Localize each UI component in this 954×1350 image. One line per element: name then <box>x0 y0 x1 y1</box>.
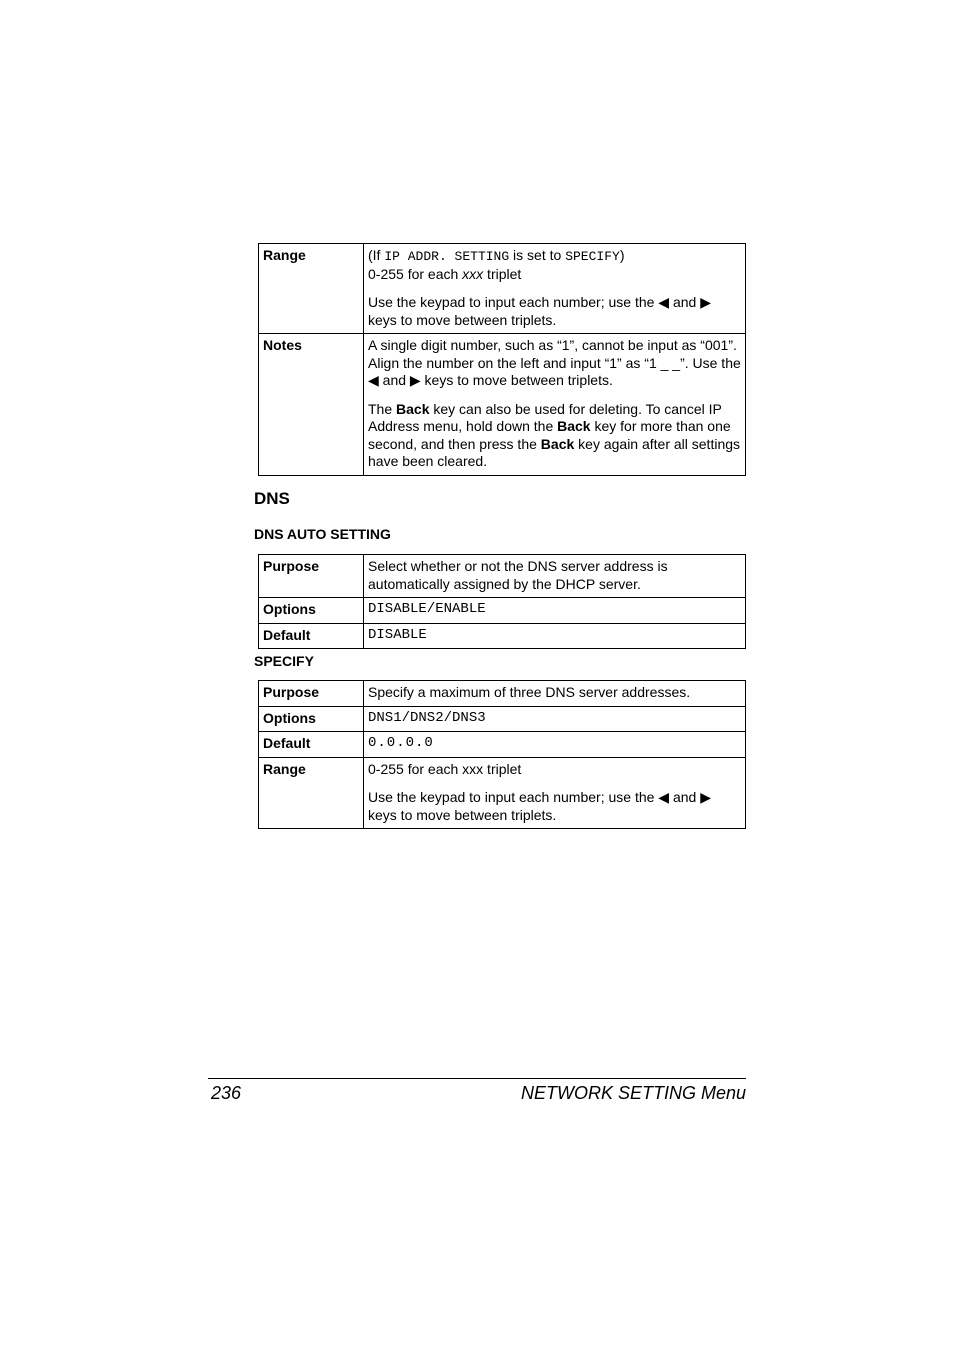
table-row <box>259 623 746 649</box>
footer-rule <box>208 1078 746 1079</box>
table-row <box>259 334 746 476</box>
section-heading-dns: DNS <box>254 489 290 508</box>
notes-paragraph: A single digit number, such as “1”, cannot be input as “001”. Align the number on the left and input “1” as “1 _ _”. Use the ◀ and ▶ keys to move between triplets. <box>368 337 741 388</box>
page-number: 236 <box>211 1083 242 1103</box>
table-row <box>259 732 746 758</box>
notes-back-key-paragraph: The Back key can also be used for deleting. To cancel IP Address menu, hold down the Back key for more than one second, and then press the Back key again after all settings have been cleared. <box>368 400 741 469</box>
purpose-label: Purpose <box>259 681 364 707</box>
options-label: Options <box>259 598 364 624</box>
table-row <box>259 757 746 829</box>
table-row <box>259 555 746 598</box>
ip-address-spec-table <box>258 243 746 476</box>
range-label: Range <box>259 757 364 829</box>
footer-section-title: NETWORK SETTING Menu <box>520 1083 746 1103</box>
range-triplet: 0-255 for each xxx triplet <box>368 760 522 777</box>
default-label: Default <box>259 623 364 649</box>
options-value: DNS1/DNS2/DNS3 <box>364 706 746 732</box>
range-keypad-note: Use the keypad to input each number; use the ◀ and ▶ keys to move between triplets. <box>368 789 711 823</box>
range-value <box>364 757 746 829</box>
purpose-value: Specify a maximum of three DNS server addresses. <box>364 681 746 707</box>
specify-table <box>258 680 746 829</box>
range-keypad-note: Use the keypad to input each number; use the ◀ and ▶ keys to move between triplets. <box>368 294 711 328</box>
range-label: Range <box>259 244 364 334</box>
default-value: 0.0.0.0 <box>364 732 746 758</box>
range-triplet: 0-255 for each xxx triplet <box>368 265 522 282</box>
purpose-label: Purpose <box>259 555 364 598</box>
table-row <box>259 681 746 707</box>
options-label: Options <box>259 706 364 732</box>
range-condition: (If IP ADDR. SETTING is set to SPECIFY) <box>368 247 625 264</box>
dns-auto-setting-table <box>258 554 746 649</box>
purpose-value: Select whether or not the DNS server address is automatically assigned by the DHCP server. <box>364 555 746 598</box>
options-value: DISABLE/ENABLE <box>364 598 746 624</box>
table-row <box>259 598 746 624</box>
default-label: Default <box>259 732 364 758</box>
notes-label: Notes <box>259 334 364 476</box>
table-row <box>259 244 746 334</box>
default-value: DISABLE <box>364 623 746 649</box>
subsection-heading-specify: SPECIFY <box>254 653 314 669</box>
subsection-heading-dns-auto-setting: DNS AUTO SETTING <box>254 526 391 542</box>
range-value <box>364 244 746 334</box>
notes-value <box>364 334 746 476</box>
table-row <box>259 706 746 732</box>
